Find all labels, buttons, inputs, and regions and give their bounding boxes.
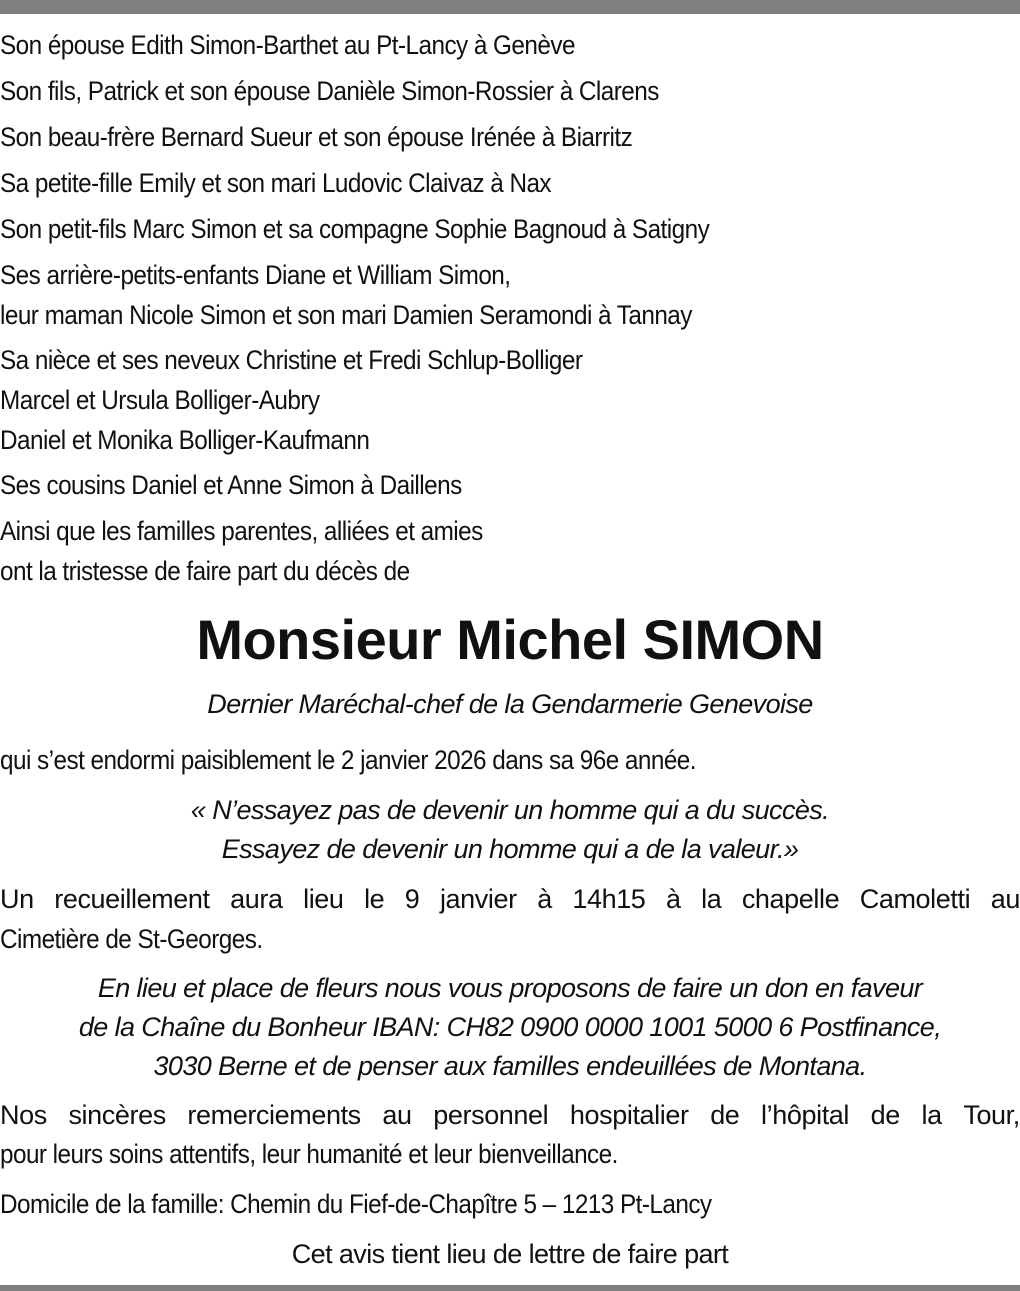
donation-line-2: de la Chaîne du Bonheur IBAN: CH82 0900 0000 1001 5000 6 Postfinance,: [78, 1012, 942, 1042]
ceremony-word: la: [701, 884, 722, 914]
family-line-grandson: Son petit-fils Marc Simon et sa compagne Sophie Bagnoud à Satigny: [0, 214, 710, 244]
family-line-great-grandchildren-mother: leur maman Nicole Simon et son mari Damien Seramondi à Tannay: [0, 300, 692, 330]
thanks-word: personnel: [433, 1100, 549, 1130]
family-line-cousins: Ses cousins Daniel et Anne Simon à Daillens: [0, 470, 462, 500]
family-line-granddaughter: Sa petite-fille Emily et son mari Ludovic Claivaz à Nax: [0, 168, 552, 198]
family-line-niece-nephews: Sa nièce et ses neveux Christine et Fredi Schlup-Bolliger: [0, 345, 583, 375]
thanks-word: sincères: [68, 1100, 166, 1130]
thanks-word: hospitalier: [569, 1100, 689, 1130]
ceremony-word: lieu: [303, 884, 344, 914]
thanks-word: la: [921, 1100, 942, 1130]
ceremony-word: 9: [404, 884, 420, 914]
death-line: qui s’est endormi paisiblement le 2 janvier 2026 dans sa 96e année.: [0, 745, 696, 775]
thanks-line-1: [0, 1098, 1020, 1132]
family-line-relatives: Ainsi que les familles parentes, alliées et amies: [0, 516, 483, 546]
ceremony-line-1: [0, 882, 1020, 916]
bottom-rule: [0, 1285, 1020, 1291]
thanks-word: de: [870, 1100, 900, 1130]
family-line-nephew-daniel: Daniel et Monika Bolliger-Kaufmann: [0, 425, 370, 455]
family-line-nephew-marcel: Marcel et Ursula Bolliger-Aubry: [0, 385, 320, 415]
thanks-word: l’hôpital: [761, 1100, 850, 1130]
ceremony-word: au: [990, 884, 1020, 914]
ceremony-word: Un: [0, 884, 34, 914]
family-line-brother-in-law: Son beau-frère Bernard Sueur et son épouse Irénée à Biarritz: [0, 122, 633, 152]
deceased-name: Monsieur Michel SIMON: [196, 608, 824, 671]
ceremony-word: chapelle: [741, 884, 840, 914]
deceased-subtitle: Dernier Maréchal-chef de la Gendarmerie Genevoise: [207, 689, 813, 719]
ceremony-line-2: Cimetière de St-Georges.: [0, 924, 263, 954]
family-line-spouse: Son épouse Edith Simon-Barthet au Pt-Lancy à Genève: [0, 30, 575, 60]
quote-line-2: Essayez de devenir un homme qui a de la valeur.»: [221, 834, 799, 864]
ceremony-word: le: [364, 884, 385, 914]
thanks-word: au: [382, 1100, 412, 1130]
family-line-son: Son fils, Patrick et son épouse Danièle Simon-Rossier à Clarens: [0, 76, 659, 106]
family-line-great-grandchildren: Ses arrière-petits-enfants Diane et William Simon,: [0, 260, 511, 290]
family-domicile: Domicile de la famille: Chemin du Fief-de-Chapître 5 – 1213 Pt-Lancy: [0, 1189, 712, 1219]
donation-line-3: 3030 Berne et de penser aux familles endeuillées de Montana.: [153, 1051, 867, 1081]
thanks-line-2: pour leurs soins attentifs, leur humanité et leur bienveillance.: [0, 1139, 618, 1169]
quote-line-1: « N’essayez pas de devenir un homme qui a du succès.: [190, 795, 830, 825]
ceremony-word: 14h15: [572, 884, 646, 914]
top-rule: [0, 0, 1020, 14]
ceremony-word: aura: [230, 884, 283, 914]
donation-line-1: En lieu et place de fleurs nous vous proposons de faire un don en faveur: [97, 973, 923, 1003]
announcement-line: ont la tristesse de faire part du décès de: [0, 556, 410, 586]
ceremony-word: Camoletti: [859, 884, 971, 914]
thanks-word: Nos: [0, 1100, 47, 1130]
thanks-word: de: [710, 1100, 740, 1130]
closing-line: Cet avis tient lieu de lettre de faire part: [291, 1239, 729, 1269]
thanks-word: remerciements: [187, 1100, 361, 1130]
ceremony-word: janvier: [439, 884, 517, 914]
ceremony-word: recueillement: [54, 884, 210, 914]
ceremony-word: à: [537, 884, 552, 914]
thanks-word: Tour,: [963, 1100, 1020, 1130]
ceremony-word: à: [665, 884, 681, 914]
